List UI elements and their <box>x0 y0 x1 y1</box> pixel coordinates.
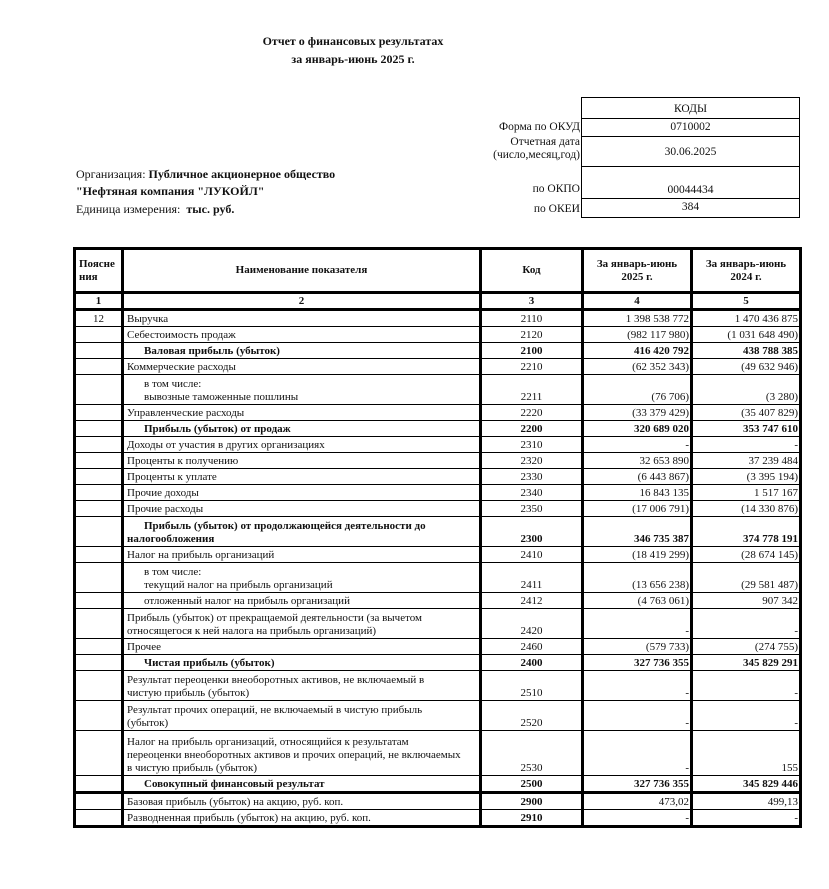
row-value-2024: 37 239 484 <box>692 453 801 469</box>
organization-label: Организация: <box>76 167 146 181</box>
report-date-value: 30.06.2025 <box>582 136 799 166</box>
col-header-2025: За январь-июнь 2025 г. <box>583 249 692 293</box>
row-name: Прибыль (убыток) от продолжающейся деятельности до налогообложения <box>123 517 481 547</box>
row-value-2025: (4 763 061) <box>583 593 692 609</box>
table-row <box>75 655 801 671</box>
row-code: 2900 <box>481 793 583 810</box>
table-row <box>75 343 801 359</box>
row-value-2025: - <box>583 609 692 639</box>
row-note <box>75 701 123 731</box>
row-code: 2411 <box>481 563 583 593</box>
row-name: Совокупный финансовый результат <box>123 776 481 793</box>
row-value-2025: 16 843 135 <box>583 485 692 501</box>
row-value-2024: 438 788 385 <box>692 343 801 359</box>
okud-code: 0710002 <box>582 118 799 136</box>
row-note <box>75 327 123 343</box>
row-value-2024: 353 747 610 <box>692 421 801 437</box>
unit-value: тыс. руб. <box>186 202 235 216</box>
financial-results-table <box>73 247 802 828</box>
table-row <box>75 437 801 453</box>
table-row <box>75 453 801 469</box>
row-value-2024: 1 470 436 875 <box>692 310 801 327</box>
row-value-2025: (982 117 980) <box>583 327 692 343</box>
row-name: отложенный налог на прибыль организаций <box>123 593 481 609</box>
unit-line <box>76 202 234 217</box>
row-name: Налог на прибыль организаций, относящийся к результатам переоценки внеоборотных активов и прочих операций, не включаемых в чистую прибыль (убыток) <box>123 731 481 776</box>
okud-label: Форма по ОКУД <box>499 121 580 133</box>
row-note <box>75 359 123 375</box>
table-row <box>75 375 801 405</box>
row-code: 2500 <box>481 776 583 793</box>
row-note <box>75 343 123 359</box>
codes-box <box>581 97 800 218</box>
row-note <box>75 485 123 501</box>
row-value-2024: (274 755) <box>692 639 801 655</box>
row-value-2024: 155 <box>692 731 801 776</box>
table-row <box>75 359 801 375</box>
table-row <box>75 793 801 810</box>
okei-label: по ОКЕИ <box>533 203 580 215</box>
row-name: Доходы от участия в других организациях <box>123 437 481 453</box>
col-number: 2 <box>123 293 481 310</box>
table-row <box>75 671 801 701</box>
row-note: 12 <box>75 310 123 327</box>
row-note <box>75 639 123 655</box>
row-value-2025: 32 653 890 <box>583 453 692 469</box>
row-value-2025: (18 419 299) <box>583 547 692 563</box>
row-value-2024: (3 395 194) <box>692 469 801 485</box>
row-value-2024: 345 829 446 <box>692 776 801 793</box>
row-note <box>75 671 123 701</box>
row-code: 2420 <box>481 609 583 639</box>
row-value-2024: (49 632 946) <box>692 359 801 375</box>
col-header-name: Наименование показателя <box>123 249 481 293</box>
row-code: 2400 <box>481 655 583 671</box>
row-name: Прибыль (убыток) от продаж <box>123 421 481 437</box>
row-name: Базовая прибыль (убыток) на акцию, руб. коп. <box>123 793 481 810</box>
row-note <box>75 501 123 517</box>
row-name: Коммерческие расходы <box>123 359 481 375</box>
row-value-2025: - <box>583 810 692 827</box>
col-number: 1 <box>75 293 123 310</box>
row-name: Прочие доходы <box>123 485 481 501</box>
row-value-2024: (1 031 648 490) <box>692 327 801 343</box>
row-note <box>75 453 123 469</box>
row-code: 2100 <box>481 343 583 359</box>
row-value-2024: - <box>692 609 801 639</box>
row-name: Разводненная прибыль (убыток) на акцию, руб. коп. <box>123 810 481 827</box>
row-name: Себестоимость продаж <box>123 327 481 343</box>
row-value-2025: (579 733) <box>583 639 692 655</box>
row-note <box>75 437 123 453</box>
row-code: 2412 <box>481 593 583 609</box>
row-value-2024: - <box>692 437 801 453</box>
row-value-2025: 1 398 538 772 <box>583 310 692 327</box>
row-name: Чистая прибыль (убыток) <box>123 655 481 671</box>
row-value-2024: 374 778 191 <box>692 517 801 547</box>
okpo-code: 00044434 <box>582 166 799 198</box>
organization-line-2 <box>76 184 264 199</box>
table-row <box>75 310 801 327</box>
row-value-2025: (76 706) <box>583 375 692 405</box>
row-code: 2510 <box>481 671 583 701</box>
table-row <box>75 776 801 793</box>
unit-label: Единица измерения: <box>76 202 181 216</box>
row-value-2024: 499,13 <box>692 793 801 810</box>
row-note <box>75 810 123 827</box>
row-value-2025: 320 689 020 <box>583 421 692 437</box>
table-row <box>75 563 801 593</box>
row-name: Результат прочих операций, не включаемый в чистую прибыль (убыток) <box>123 701 481 731</box>
row-code: 2330 <box>481 469 583 485</box>
table-row <box>75 810 801 827</box>
table-row <box>75 701 801 731</box>
row-name: Налог на прибыль организаций <box>123 547 481 563</box>
row-value-2025: - <box>583 671 692 701</box>
row-name: Выручка <box>123 310 481 327</box>
row-name: Прочее <box>123 639 481 655</box>
table-row <box>75 517 801 547</box>
table-row <box>75 405 801 421</box>
row-note <box>75 731 123 776</box>
report-period: за январь-июнь 2025 г. <box>291 52 415 66</box>
row-value-2024: - <box>692 671 801 701</box>
row-value-2024: (3 280) <box>692 375 801 405</box>
row-code: 2350 <box>481 501 583 517</box>
table-row <box>75 609 801 639</box>
col-header-code: Код <box>481 249 583 293</box>
col-header-2024: За январь-июнь 2024 г. <box>692 249 801 293</box>
row-value-2024: (14 330 876) <box>692 501 801 517</box>
table-row <box>75 327 801 343</box>
row-code: 2320 <box>481 453 583 469</box>
row-name: Управленческие расходы <box>123 405 481 421</box>
okei-code: 384 <box>582 198 799 218</box>
table-row <box>75 639 801 655</box>
codes-header: КОДЫ <box>582 97 799 118</box>
row-value-2024: (35 407 829) <box>692 405 801 421</box>
row-value-2025: 416 420 792 <box>583 343 692 359</box>
table-row <box>75 485 801 501</box>
row-code: 2310 <box>481 437 583 453</box>
row-value-2024: - <box>692 701 801 731</box>
row-name: Прибыль (убыток) от прекращаемой деятельности (за вычетом относящегося к ней налога на прибыль организаций) <box>123 609 481 639</box>
row-value-2024: 907 342 <box>692 593 801 609</box>
row-code: 2910 <box>481 810 583 827</box>
row-code: 2220 <box>481 405 583 421</box>
col-number: 5 <box>692 293 801 310</box>
row-name: Проценты к уплате <box>123 469 481 485</box>
row-value-2025: (62 352 343) <box>583 359 692 375</box>
row-note <box>75 469 123 485</box>
row-value-2025: (13 656 238) <box>583 563 692 593</box>
row-value-2025: 346 735 387 <box>583 517 692 547</box>
row-name: Валовая прибыль (убыток) <box>123 343 481 359</box>
row-note <box>75 375 123 405</box>
row-name: в том числе: текущий налог на прибыль организаций <box>123 563 481 593</box>
row-code: 2110 <box>481 310 583 327</box>
row-note <box>75 776 123 793</box>
row-value-2025: (6 443 867) <box>583 469 692 485</box>
row-name: Результат переоценки внеоборотных активов, не включаемый в чистую прибыль (убыток) <box>123 671 481 701</box>
row-code: 2340 <box>481 485 583 501</box>
col-header-note: Поясне ния <box>75 249 123 293</box>
okpo-label: по ОКПО <box>532 183 580 195</box>
organization-line-1 <box>76 167 335 182</box>
row-note <box>75 563 123 593</box>
row-value-2024: 345 829 291 <box>692 655 801 671</box>
row-name: в том числе: вывозные таможенные пошлины <box>123 375 481 405</box>
row-code: 2300 <box>481 517 583 547</box>
row-note <box>75 609 123 639</box>
row-code: 2530 <box>481 731 583 776</box>
row-value-2025: - <box>583 437 692 453</box>
table-row <box>75 731 801 776</box>
row-code: 2211 <box>481 375 583 405</box>
row-note <box>75 793 123 810</box>
table-row <box>75 501 801 517</box>
row-note <box>75 405 123 421</box>
table-row <box>75 547 801 563</box>
row-value-2024: (29 581 487) <box>692 563 801 593</box>
row-value-2025: (33 379 429) <box>583 405 692 421</box>
row-value-2024: 1 517 167 <box>692 485 801 501</box>
row-code: 2520 <box>481 701 583 731</box>
row-code: 2200 <box>481 421 583 437</box>
row-value-2024: - <box>692 810 801 827</box>
organization-name-2: "Нефтяная компания "ЛУКОЙЛ" <box>76 184 265 198</box>
report-title: Отчет о финансовых результатах <box>262 34 444 48</box>
table-header-row <box>75 249 801 293</box>
row-note <box>75 517 123 547</box>
row-value-2024: (28 674 145) <box>692 547 801 563</box>
row-note <box>75 655 123 671</box>
row-code: 2120 <box>481 327 583 343</box>
row-value-2025: - <box>583 731 692 776</box>
table-row <box>75 593 801 609</box>
row-value-2025: (17 006 791) <box>583 501 692 517</box>
report-date-label-1: Отчетная дата <box>510 136 580 148</box>
table-row <box>75 421 801 437</box>
row-code: 2410 <box>481 547 583 563</box>
row-value-2025: - <box>583 701 692 731</box>
column-number-row <box>75 293 801 310</box>
row-note <box>75 421 123 437</box>
organization-name-1: Публичное акционерное общество <box>148 167 336 181</box>
row-name: Проценты к получению <box>123 453 481 469</box>
row-code: 2460 <box>481 639 583 655</box>
col-number: 3 <box>481 293 583 310</box>
row-value-2025: 327 736 355 <box>583 655 692 671</box>
row-note <box>75 593 123 609</box>
row-note <box>75 547 123 563</box>
report-date-label-2: (число,месяц,год) <box>493 149 580 161</box>
row-code: 2210 <box>481 359 583 375</box>
row-name: Прочие расходы <box>123 501 481 517</box>
row-value-2025: 327 736 355 <box>583 776 692 793</box>
table-row <box>75 469 801 485</box>
row-value-2025: 473,02 <box>583 793 692 810</box>
col-number: 4 <box>583 293 692 310</box>
